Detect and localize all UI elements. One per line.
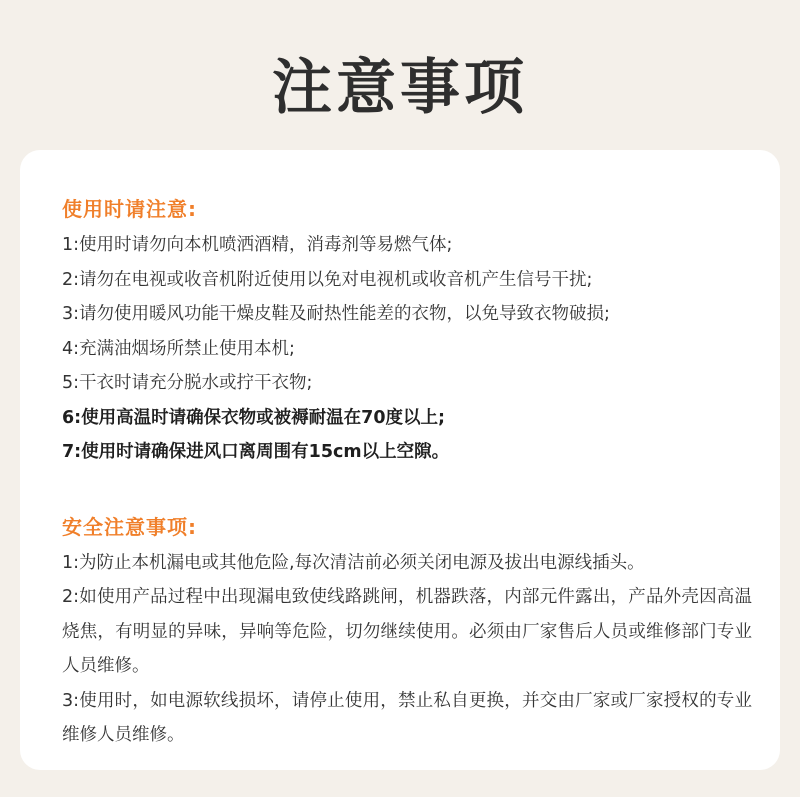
usage-section-heading: 使用时请注意: [62,197,197,221]
safety-item-2: 2:如使用产品过程中出现漏电致使线路跳闸，机器跌落，内部元件露出，产品外壳因高温烧焦，有明显的异味，异响等危险，切勿继续使用。必须由厂家售后人员或维修部门专业人员维修。 [62,587,752,676]
safety-item-1: 1:为防止本机漏电或其他危险,每次清洁前必须关闭电源及拔出电源线插头。 [62,552,645,573]
page-title: 注意事项 [272,53,528,123]
safety-section [62,512,780,753]
section-divider-space [62,470,780,512]
safety-item-3: 3:使用时，如电源软线损坏，请停止使用，禁止私自更换，并交由厂家或厂家授权的专业维修人员维修。 [62,690,752,745]
usage-item-4: 4:充满油烟场所禁止使用本机; [62,338,295,359]
usage-item-7: 7:使用时请确保进风口离周围有15cm以上空隙。 [62,442,450,462]
safety-section-heading: 安全注意事项: [62,514,197,539]
usage-item-3: 3:请勿使用暖风功能干燥皮鞋及耐热性能差的衣物，以免导致衣物破损; [62,304,610,324]
usage-item-5: 5:干衣时请充分脱水或拧干衣物; [62,373,313,393]
usage-item-2: 2:请勿在电视或收音机附近使用以免对电视机或收音机产生信号干扰; [62,269,593,290]
notice-card [20,150,780,770]
usage-item-1: 1:使用时请勿向本机喷洒酒精，消毒剂等易燃气体; [62,235,453,255]
usage-item-6: 6:使用高温时请确保衣物或被褥耐温在70度以上; [62,407,446,428]
usage-section [62,194,780,470]
